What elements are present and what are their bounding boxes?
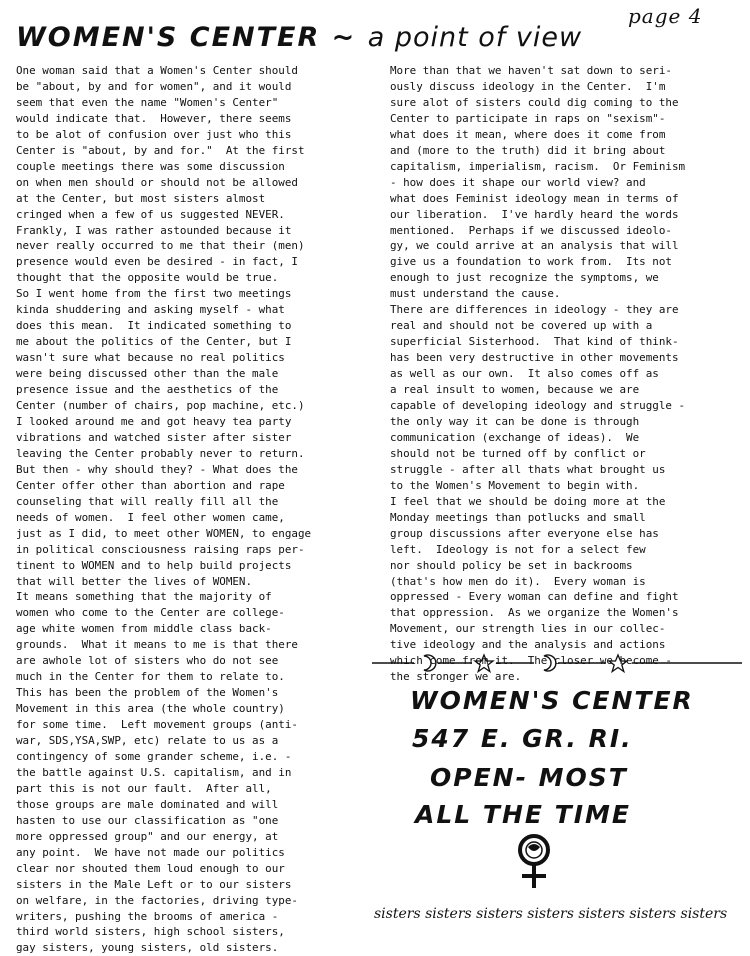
text-line: enough to just recognize the symptoms, we [390,271,659,285]
text-line: (that's how men do it). Every woman is [390,574,646,588]
text-line: that oppression. As we organize the Women's [390,606,679,620]
text-line: much in the Center for them to relate to. [16,670,285,684]
text-line: has been very destructive in other movements [390,351,679,365]
stamp-hours-line2: ALL THE TIME [415,800,631,829]
text-line: the only way it can be done is through [390,414,640,428]
text-line: tinent to WOMEN and to help build projects [16,558,292,572]
text-line: needs of women. I feel other women came, [16,510,285,524]
text-line: the battle against U.S. capitalism, and in [16,765,292,779]
text-line: our liberation. I've hardly heard the words [390,207,679,221]
text-line: Movement in this area (the whole country) [16,702,285,716]
text-line: capitalism, imperialism, racism. Or Feminism [390,159,686,173]
text-line: war, SDS,YSA,SWP, etc) relate to us as a [16,734,279,748]
text-line: wasn't sure what because no real politics [16,351,285,365]
text-line: just as I did, to meet other WOMEN, to engage [16,526,312,540]
text-line: third world sisters, high school sisters, [16,925,285,939]
text-line: must understand the cause. [390,287,561,301]
text-line: those groups are male dominated and will [16,797,279,811]
text-line: a real insult to women, because we are [390,383,640,397]
text-line: This has been the problem of the Women's [16,686,279,700]
text-line: any point. We have not made our politics [16,845,285,859]
decorative-divider [372,652,742,674]
text-line: which come from it. The closer we become - [390,654,672,668]
stamp-address: 547 E. GR. RI. [412,724,633,753]
stamp-title: WOMEN'S CENTER [410,686,694,715]
text-line: presence would even be desired - in fact, I [16,255,298,269]
text-line: what does it mean, where does it come from [390,127,666,141]
text-line: Movement, our strength lies in our collec- [390,622,666,636]
text-line: So I went home from the first two meetings [16,287,292,301]
text-line: kinda shuddering and asking myself - what [16,303,285,317]
text-line: women who come to the Center are college- [16,606,285,620]
text-line: what does Feminist ideology mean in terms of [390,191,679,205]
text-line: Frankly, I was rather astounded because it [16,223,292,237]
text-line: It means something that the majority of [16,590,272,604]
text-line: me about the politics of the Center, but I [16,335,292,349]
text-line: group discussions after everyone else has [390,526,659,540]
text-line: sure alot of sisters could dig coming to the [390,95,679,109]
text-line: contingency of some grander scheme, i.e. - [16,749,292,763]
text-line: give us a foundation to work from. Its not [390,255,672,269]
text-line: part this is not our fault. After all, [16,781,272,795]
text-line: vibrations and watched sister after sister [16,430,292,444]
right-column-text [390,63,750,685]
text-line: thought that the opposite would be true. [16,271,279,285]
text-line: tive ideology and the analysis and actions [390,638,666,652]
moon-icon [424,655,436,671]
text-line: presence issue and the aesthetics of the [16,383,279,397]
text-line: on when men should or should not be allowed [16,175,298,189]
text-line: and (more to the truth) did it bring about [390,143,666,157]
text-line: capable of developing ideology and struggle - [390,399,686,413]
headline-subtitle: a point of view [367,22,583,53]
text-line: There are differences in ideology - they are [390,303,679,317]
text-line: sisters in the Male Left or to our sisters [16,877,292,891]
text-line: left. Ideology is not for a select few [390,542,646,556]
text-line: were being discussed other than the male [16,367,279,381]
text-line: Monday meetings than potlucks and small [390,510,646,524]
text-line: counseling that will really fill all the [16,494,279,508]
left-column-text [16,63,376,956]
text-line: leaving the Center probably never to return. [16,446,305,460]
text-line: More than that we haven't sat down to seri- [390,64,672,77]
text-line: couple meetings there was some discussion [16,159,285,173]
text-line: to the Women's Movement to begin with. [390,478,640,492]
text-line: as well as our own. It also comes off as [390,367,659,381]
text-line: mentioned. Perhaps if we discussed ideolo- [390,223,672,237]
text-line: oppressed - Every woman can define and fight [390,590,679,604]
moon-icon [544,655,556,671]
womens-symbol-icon [508,832,560,890]
text-line: Center offer other than abortion and rape [16,478,285,492]
page-number: page 4 [628,4,703,28]
text-line: - how does it shape our world view? and [390,175,646,189]
text-line: nor should policy be set in backrooms [390,558,633,572]
text-line: communication (exchange of ideas). We [390,430,640,444]
stamp-hours-line1: OPEN- MOST [430,763,628,792]
text-line: real and should not be covered up with a [390,319,653,333]
headline-main: WOMEN'S CENTER ~ [16,22,357,53]
footer-sisters-strip: sisters sisters sisters sisters sisters sisters sisters [374,906,728,922]
text-line: does this mean. It indicated something to [16,319,292,333]
text-line: for some time. Left movement groups (anti- [16,718,298,732]
text-line: would indicate that. However, there seems [16,111,292,125]
text-line: Center is "about, by and for." At the first [16,143,305,157]
text-line: ously discuss ideology in the Center. I'm [390,79,666,93]
text-line: that will better the lives of WOMEN. [16,574,253,588]
text-line: gy, we could arrive at an analysis that will [390,239,679,253]
text-line: But then - why should they? - What does the [16,462,298,476]
text-line: grounds. What it means to me is that there [16,638,298,652]
text-line: cringed when a few of us suggested NEVER. [16,207,285,221]
text-line: I feel that we should be doing more at the [390,494,666,508]
text-line: Center (number of chairs, pop machine, etc.) [16,399,305,413]
star-icon [475,655,493,672]
text-line: gay sisters, young sisters, old sisters. [16,941,279,955]
text-line: never really occurred to me that their (men) [16,239,305,253]
text-line: age white women from middle class back- [16,622,272,636]
star-icon [609,655,627,672]
text-line: to be alot of confusion over just who this [16,127,292,141]
headline [16,22,746,53]
text-line: I looked around me and got heavy tea party [16,414,292,428]
text-line: more oppressed group" and our energy, at [16,829,279,843]
text-line: the stronger we are. [390,670,522,684]
text-line: One woman said that a Women's Center should [16,64,298,77]
text-line: should not be turned off by conflict or [390,446,646,460]
text-line: on welfare, in the factories, driving type- [16,893,298,907]
text-line: seem that even the name "Women's Center" [16,95,279,109]
text-line: at the Center, but most sisters almost [16,191,266,205]
text-line: be "about, by and for women", and it would [16,79,292,93]
text-line: superficial Sisterhood. That kind of think- [390,335,679,349]
text-line: hasten to use our classification as "one [16,813,279,827]
text-line: clear nor shouted them loud enough to our [16,861,285,875]
text-line: writers, pushing the brooms of america - [16,909,279,923]
text-line: in political consciousness raising raps per- [16,542,305,556]
text-line: are awhole lot of sisters who do not see [16,654,279,668]
text-line: Center to participate in raps on "sexism"- [390,111,666,125]
text-line: struggle - after all thats what brought us [390,462,666,476]
